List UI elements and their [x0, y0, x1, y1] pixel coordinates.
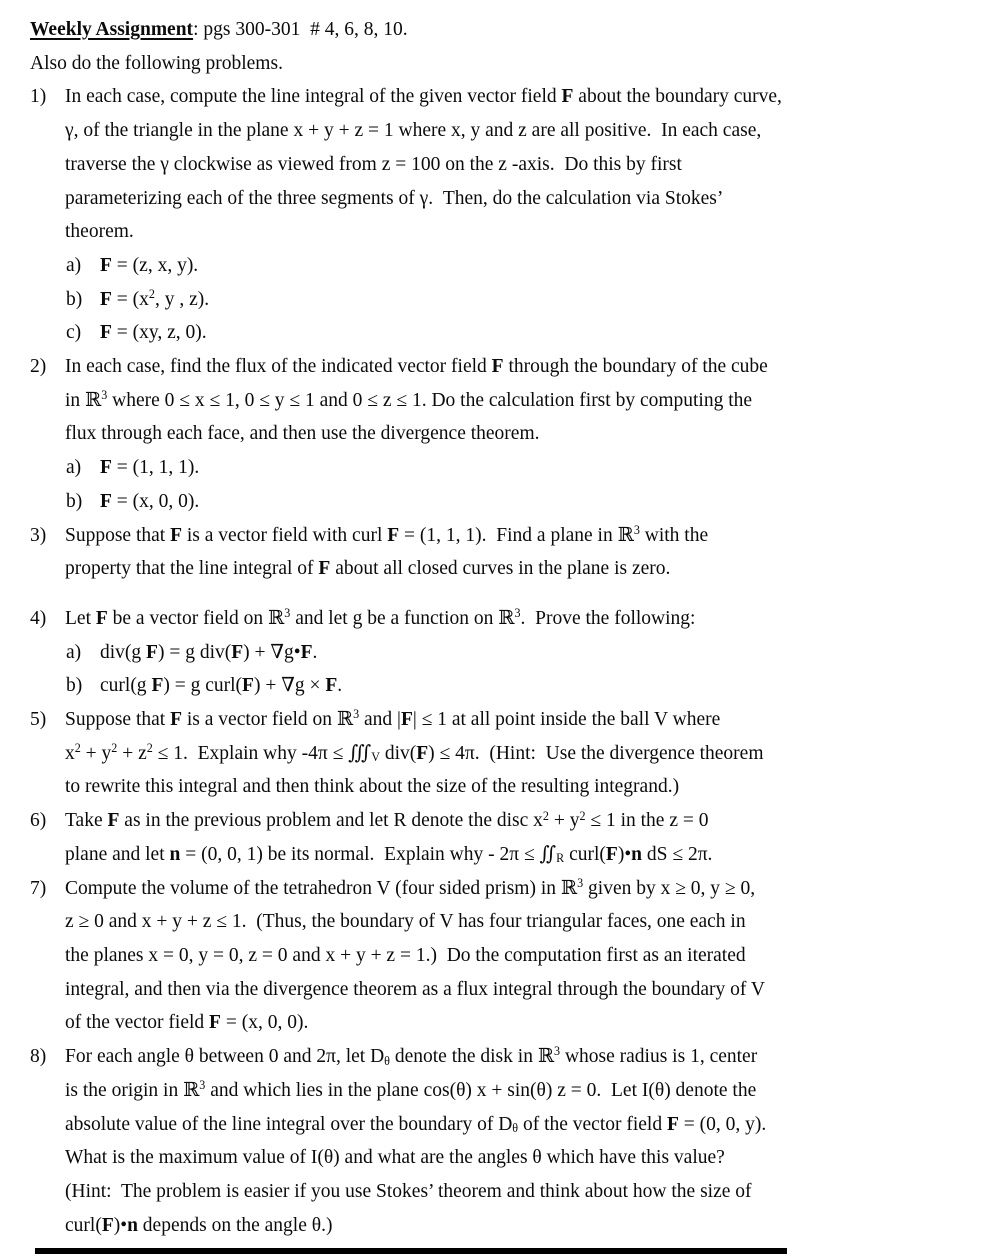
item-number: a)	[66, 457, 82, 479]
item-number: b)	[66, 490, 83, 512]
item-number: 8)	[30, 1046, 47, 1068]
assignment-title: Weekly Assignment	[30, 19, 194, 40]
line-text: z ≥ 0 and x + y + z ≤ 1. (Thus, the boundary of V has four triangular faces, one each in	[65, 911, 746, 933]
problem-line	[30, 1074, 1000, 1108]
line-text: F = (z, x, y).	[100, 254, 199, 276]
line-text: What is the maximum value of I(θ) and what are the angles θ which have this value?	[65, 1147, 725, 1169]
line-text: For each angle θ between 0 and 2π, let $D_\theta$ denote the disk in ℝ$^3$ whose radius is 1, center	[65, 1044, 758, 1068]
line-text: to rewrite this integral and then think about the size of the resulting integrand.)	[65, 776, 680, 798]
item-number: 7)	[30, 877, 47, 899]
item-number: 6)	[30, 810, 47, 832]
item-number: a)	[66, 254, 82, 276]
line-text: theorem.	[65, 221, 134, 243]
problem-line	[30, 552, 1000, 586]
assignment-header	[30, 13, 1000, 47]
problem-line	[30, 519, 1000, 553]
problem-line	[30, 669, 1000, 703]
line-text: $x^2 + y^2 + z^2 \le 1$. Explain why $-4\pi \le ∭_V$ div(F) ≤ 4π. (Hint: Use the divergence theorem	[65, 741, 764, 765]
line-text: plane and let n = (0, 0, 1) be its normal. Explain why - $2\pi \le ∬_R$ curl(F)•n dS ≤ 2π.	[65, 843, 713, 866]
problem-line	[30, 1209, 1000, 1243]
item-number: c)	[66, 322, 82, 344]
problem-line	[30, 1175, 1000, 1209]
problem-line	[30, 872, 1000, 906]
item-number: 2)	[30, 356, 47, 378]
line-text: F = (x, 0, 0).	[100, 490, 200, 512]
problem-line	[30, 770, 1000, 804]
line-text: integral, and then via the divergence theorem as a flux integral through the boundary of V	[65, 978, 765, 1000]
problem-line	[30, 1006, 1000, 1040]
problem-line	[30, 485, 1000, 519]
problem-line	[30, 215, 1000, 249]
line-text: Take F as in the previous problem and let R denote the disc $x^2 + y^2 \le 1$ in the z = 0	[65, 808, 709, 832]
intro-line	[30, 47, 1000, 81]
problem-line	[30, 636, 1000, 670]
intro-text: Also do the following problems.	[30, 52, 283, 74]
problem-line	[30, 973, 1000, 1007]
item-number: 1)	[30, 86, 47, 108]
line-text: traverse the γ clockwise as viewed from z = 100 on the z -axis. Do this by first	[65, 153, 682, 175]
line-text: is the origin in ℝ$^3$ and which lies in the plane cos(θ) x + sin(θ) z = 0. Let I(θ) denote the	[65, 1078, 757, 1101]
problem-line	[30, 1108, 1000, 1142]
item-number: 4)	[30, 607, 47, 629]
problem-line	[30, 804, 1000, 838]
problem-line	[30, 249, 1000, 283]
line-text: (Hint: The problem is easier if you use Stokes’ theorem and think about how the size of	[65, 1180, 752, 1202]
problem-line	[30, 939, 1000, 973]
problem-line	[30, 1141, 1000, 1175]
problem-line	[30, 283, 1000, 317]
problem-list	[30, 80, 1000, 1242]
line-text: property that the line integral of F about all closed curves in the plane is zero.	[65, 558, 671, 580]
problem-line	[30, 451, 1000, 485]
item-number: a)	[66, 641, 82, 663]
line-text: F = (1, 1, 1).	[100, 457, 200, 479]
problem-line	[30, 182, 1000, 216]
line-text: of the vector field F = (x, 0, 0).	[65, 1012, 309, 1034]
scan-artifact-bar	[35, 1248, 787, 1254]
line-text: Suppose that F is a vector field with curl F = (1, 1, 1). Find a plane in ℝ$^3$ with the	[65, 522, 709, 546]
assignment-header-suffix: : pgs 300-301 # 4, 6, 8, 10.	[193, 19, 408, 40]
line-text: F = (xy, z, 0).	[100, 322, 207, 344]
line-text: $F = (x^2$, y , z).	[100, 286, 210, 310]
line-text: in ℝ$^3$ where 0 ≤ x ≤ 1, 0 ≤ y ≤ 1 and 0 ≤ z ≤ 1. Do the calculation first by computing the	[65, 388, 753, 411]
line-text: Let F be a vector field on ℝ$^3$ and let g be a function on ℝ$^3$. Prove the following:	[65, 606, 696, 629]
problem-line	[30, 1040, 1000, 1074]
item-number: b)	[66, 675, 83, 697]
problem-line	[30, 703, 1000, 737]
line-text: div(g F) = g div(F) + ∇g•F.	[100, 641, 318, 663]
problem-line	[30, 602, 1000, 636]
problem-line	[30, 417, 1000, 451]
problem-line	[30, 384, 1000, 418]
line-text: curl(F)•n depends on the angle θ.)	[65, 1214, 333, 1236]
line-text: curl(g F) = g curl(F) + ∇g × F.	[100, 675, 343, 697]
problem-line	[30, 114, 1000, 148]
line-text: In each case, find the flux of the indicated vector field F through the boundary of the cube	[65, 356, 768, 378]
item-number: b)	[66, 288, 83, 310]
item-number: 5)	[30, 709, 47, 731]
line-text: absolute value of the line integral over the boundary of $D_\theta$ of the vector field F = (0, 0, y).	[65, 1113, 767, 1135]
line-text: γ, of the triangle in the plane x + y + z = 1 where x, y and z are all positive. In each case,	[65, 120, 762, 142]
line-text: Compute the volume of the tetrahedron V (four sided prism) in ℝ$^3$ given by x ≥ 0, y ≥ 0,	[65, 875, 756, 899]
line-text: flux through each face, and then use the divergence theorem.	[65, 423, 540, 445]
line-text: the planes x = 0, y = 0, z = 0 and x + y + z = 1.) Do the computation first as an iterated	[65, 944, 746, 966]
line-text: In each case, compute the line integral of the given vector field F about the boundary curve,	[65, 86, 782, 108]
problem-line	[30, 838, 1000, 872]
problem-line	[30, 350, 1000, 384]
problem-line	[30, 148, 1000, 182]
problem-line	[30, 737, 1000, 771]
problem-line	[30, 905, 1000, 939]
item-number: 3)	[30, 524, 47, 546]
problem-line	[30, 316, 1000, 350]
problem-line	[30, 80, 1000, 114]
line-text: Suppose that F is a vector field on ℝ$^3$ and |F| ≤ 1 at all point inside the ball V where	[65, 707, 721, 731]
line-text: parameterizing each of the three segments of γ. Then, do the calculation via Stokes’	[65, 187, 724, 209]
